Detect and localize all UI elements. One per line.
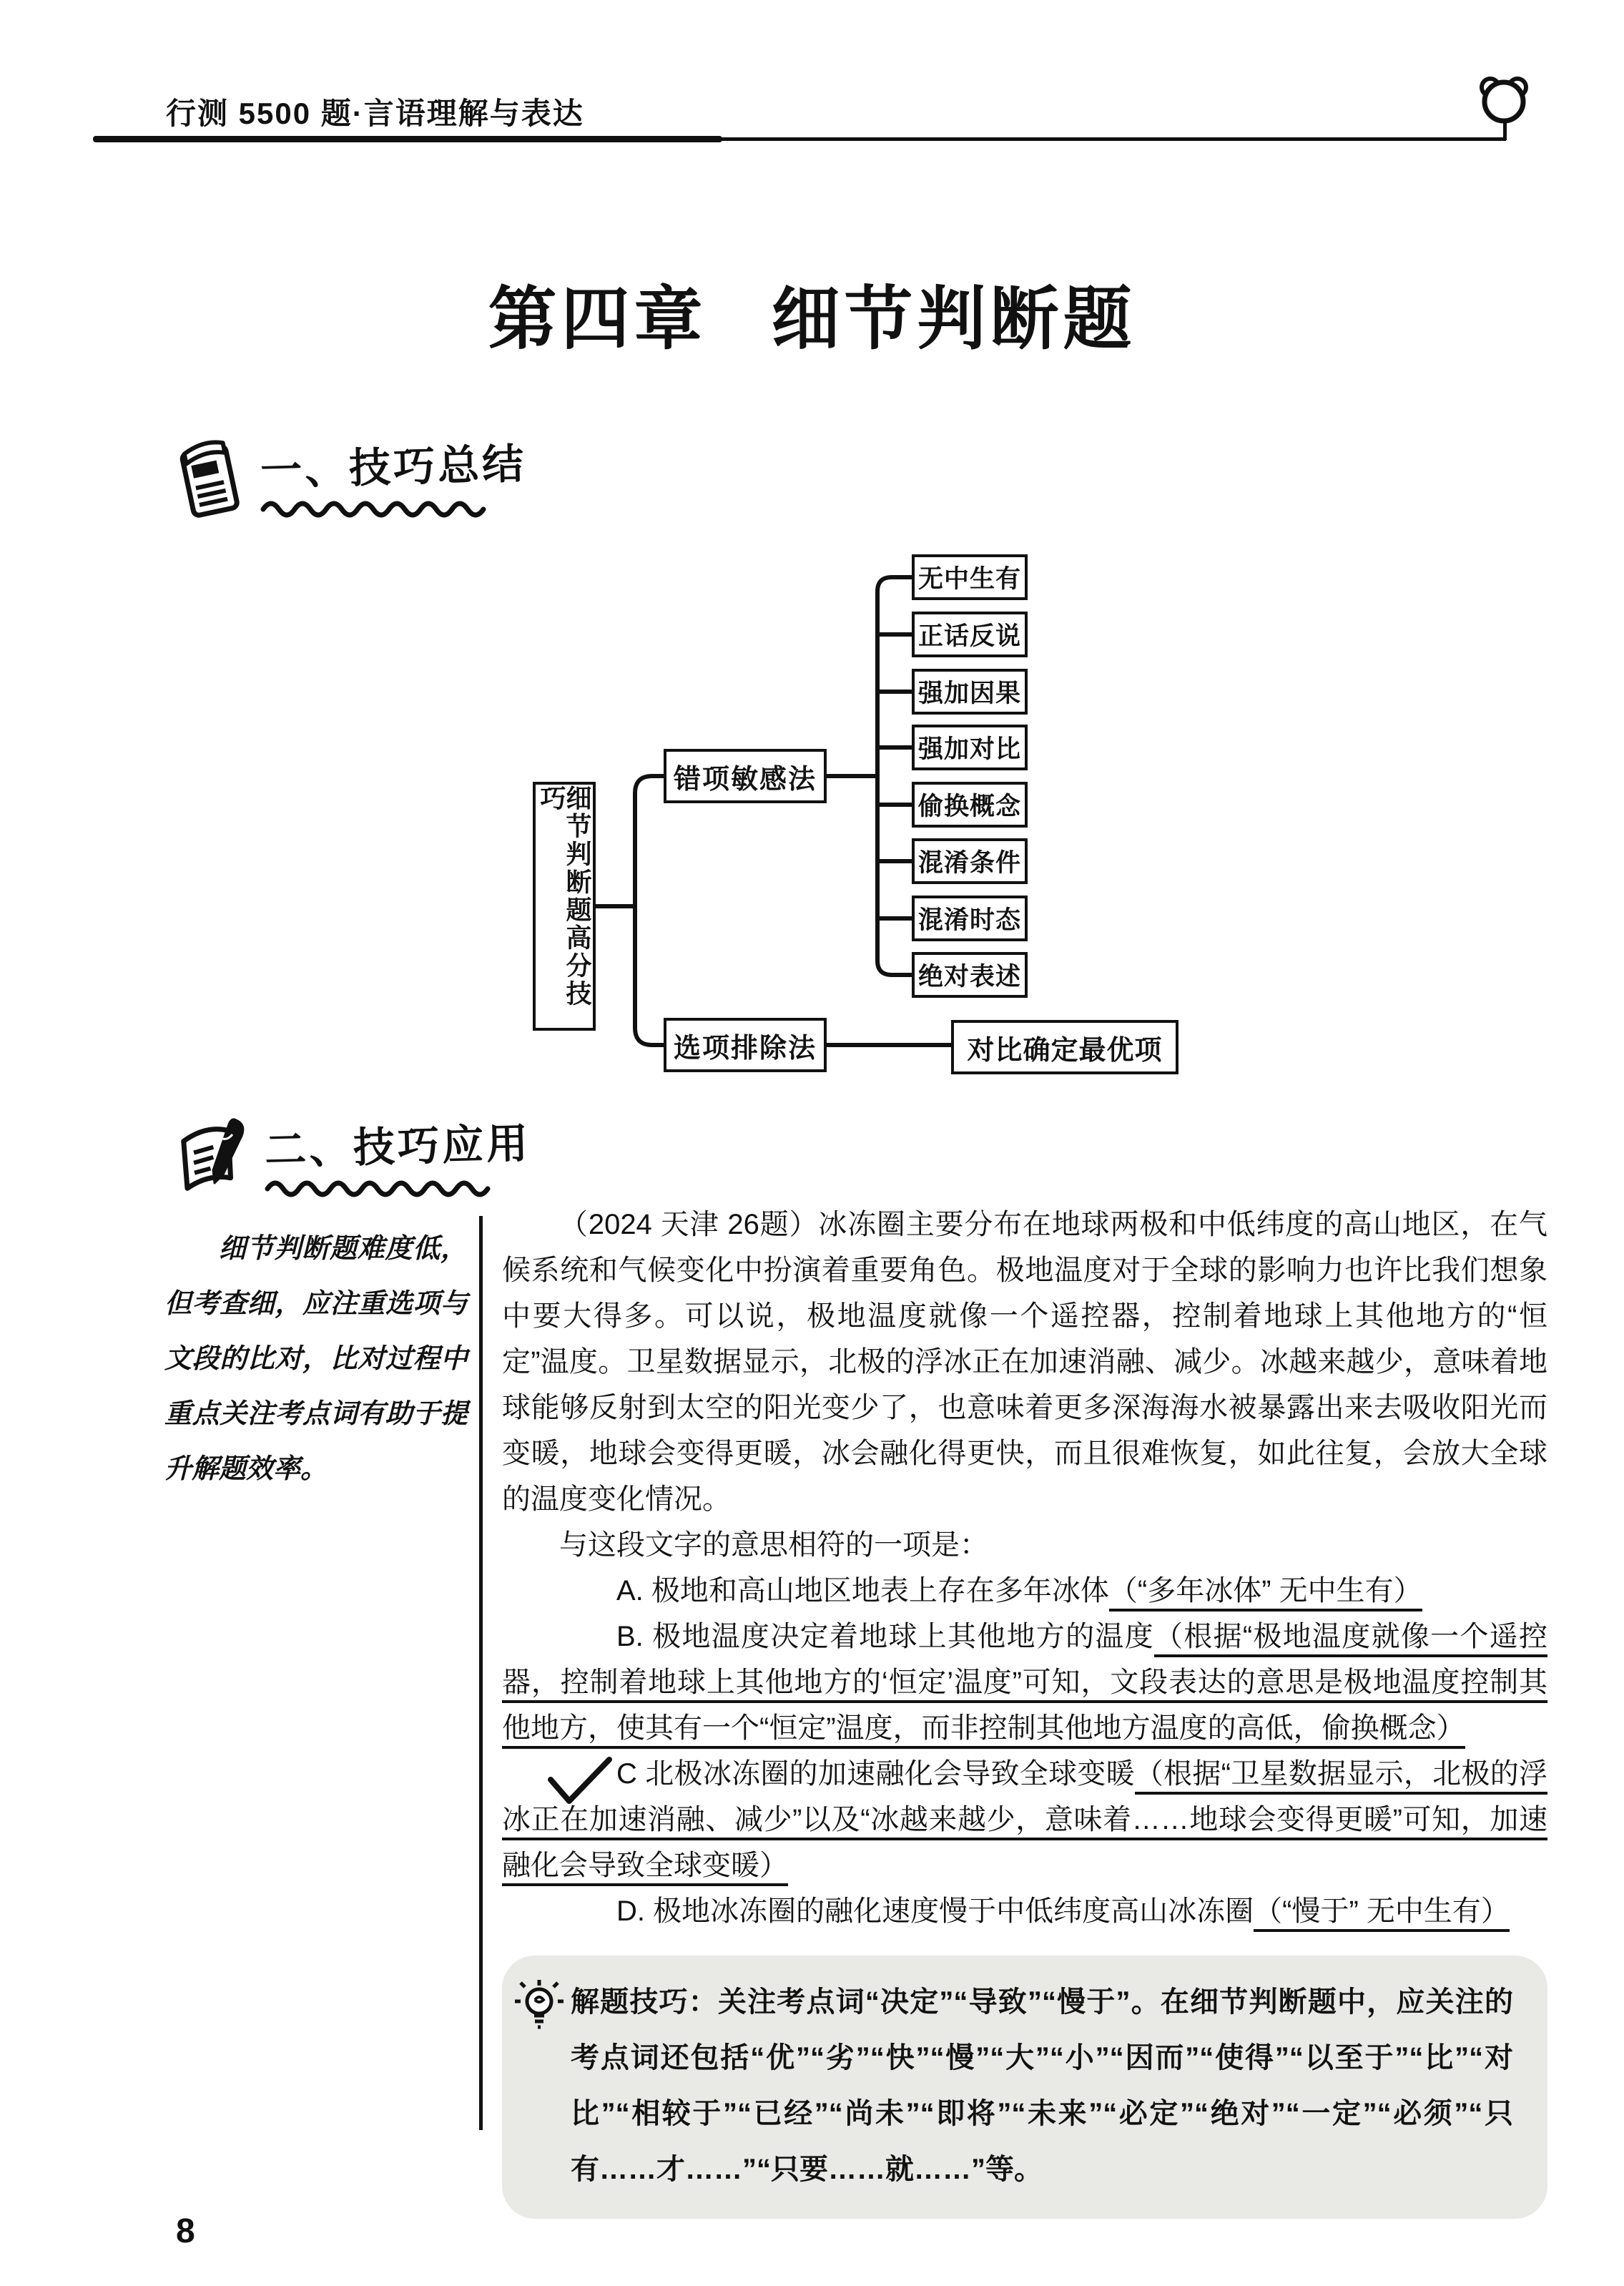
section-two-heading [173, 1113, 531, 1201]
mindmap-leaf: 强加对比 [912, 725, 1028, 770]
option-c-letter-text: C [616, 1758, 637, 1790]
question-source: （2024 天津 26题） [559, 1209, 819, 1240]
option-a-text: 极地和高山地区地表上存在多年冰体 [651, 1575, 1109, 1606]
margin-note: 细节判断题难度低，但考查细，应注重选项与文段的比对，比对过程中重点关注考点词有助于提升解题效率。 [164, 1232, 468, 1484]
chapter-name: 细节判断题 [771, 281, 1136, 358]
page-number: 8 [176, 2212, 195, 2250]
option-d-text: 极地冰冻圈的融化速度慢于中低纬度高山冰冻圈 [653, 1895, 1254, 1927]
option-b-text: 极地温度决定着地球上其他地方的温度 [652, 1621, 1155, 1652]
option-c-annotation: （根据“卫星数据显示，北极的浮冰正在加速消融、减少”以及“冰越来越少，意味着……地球会变得更暖”可知，加速融化会导致全球变暖） [502, 1758, 1547, 1886]
wavy-underline [265, 1177, 501, 1197]
option-b [502, 1614, 1547, 1751]
lightbulb-icon [513, 1977, 565, 2056]
mindmap-root-node [533, 782, 596, 1031]
mindmap-branch-error-sensitivity: 错项敏感法 [664, 749, 827, 803]
section-two-hgroup [265, 1113, 531, 1197]
bear-head-icon [1475, 72, 1535, 129]
mindmap-branch-option-elimination: 选项排除法 [664, 1018, 827, 1072]
mindmap-leaf: 混淆条件 [912, 838, 1028, 884]
question-stem: 与这段文字的意思相符的一项是： [559, 1529, 988, 1561]
tip-label: 解题技巧： [571, 1986, 718, 2018]
mindmap-root-label: 细节判断题高分技巧 [537, 785, 592, 1008]
techniques-mindmap [501, 540, 1588, 1105]
option-d-letter: D. [616, 1895, 645, 1927]
wavy-underline [260, 498, 496, 518]
header-rule-thin [719, 137, 1506, 141]
section-one-title: 一、技巧总结 [260, 441, 527, 494]
option-c-text: 北极冰冻圈的加速融化会导致全球变暖 [645, 1758, 1135, 1790]
option-a [502, 1568, 1547, 1614]
correct-checkmark-icon [546, 1755, 615, 1811]
chapter-number: 第四章 [488, 281, 707, 358]
mindmap-leaf: 混淆时态 [912, 896, 1028, 941]
option-a-annotation: （“多年冰体” 无中生有） [1109, 1575, 1422, 1612]
section-two-title: 二、技巧应用 [264, 1120, 531, 1174]
option-a-letter: A. [616, 1575, 644, 1606]
pen-paper-icon [173, 1113, 252, 1201]
option-c [502, 1751, 1547, 1888]
header-rule-thick [93, 136, 722, 142]
column-divider [479, 1216, 483, 2130]
mindmap-leaf: 绝对表述 [912, 952, 1028, 998]
mindmap-leaf: 无中生有 [912, 554, 1028, 600]
section-one-heading [173, 433, 526, 530]
question-column [502, 1202, 1547, 2219]
option-d [502, 1888, 1547, 1934]
chapter-title [0, 265, 1624, 363]
mindmap-leaf: 强加因果 [912, 669, 1028, 715]
option-c-letter [559, 1751, 637, 1797]
question-passage [502, 1202, 1547, 1522]
solving-tip-box [502, 1956, 1547, 2219]
notebook-icon [173, 433, 247, 530]
mindmap-leaf-best-option: 对比确定最优项 [951, 1020, 1178, 1074]
option-b-letter: B. [616, 1621, 644, 1652]
passage-text: 冰冻圈主要分布在地球两极和中低纬度的高山地区，在气候系统和气候变化中扮演着重要角色。极地温度对于全球的影响力也许比我们想象中要大得多。可以说，极地温度就像一个遥控器，控制着地球上其他地方的“恒定”温度。卫星数据显示，北极的浮冰正在加速消融、减少。冰越来越少，意味着地球能够反射到太空的阳光变少了，也意味着更多深海海水被暴露出来去吸收阳光而变暖，地球会变得更暖，冰会融化得更快，而且很难恢复，如此往复，会放大全球的温度变化情况。 [502, 1209, 1548, 1515]
book-title: 行测 5500 题·言语理解与表达 [166, 97, 584, 130]
section-one-hgroup [260, 433, 526, 518]
mindmap-leaf: 偷换概念 [912, 782, 1028, 828]
mindmap-leaf: 正话反说 [912, 612, 1028, 657]
option-d-annotation: （“慢于” 无中生有） [1254, 1895, 1510, 1932]
option-b-annotation: （根据“极地温度就像一个遥控器，控制着地球上其他地方的‘恒定’温度”可知，文段表达的意思是极地温度控制其他地方，使其有一个“恒定”温度，而非控制其他地方温度的高低，偷换概念） [502, 1621, 1547, 1749]
tip-text: 关注考点词“决定”“导致”“慢于”。在细节判断题中，应关注的考点词还包括“优”“劣”“快”“慢”“大”“小”“因而”“使得”“以至于”“比”“对比”“相较于”“已经”“尚未”“即将”“未来”“必定”“绝对”“一定”“必须”“只有……才……”“只要……就……”等。 [571, 1986, 1513, 2185]
